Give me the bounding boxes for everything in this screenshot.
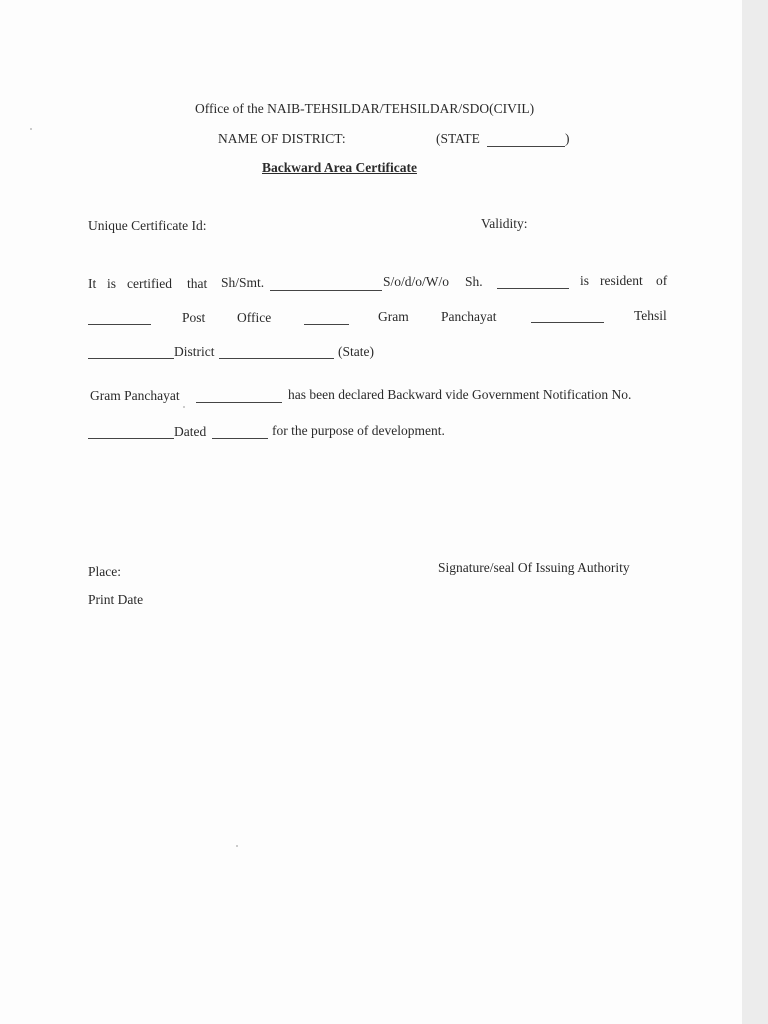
scan-speck xyxy=(183,406,185,408)
gram-label: Gram xyxy=(378,309,409,324)
relation-label: S/o/d/o/W/o xyxy=(383,274,450,289)
state-close: ) xyxy=(565,131,570,146)
tehsil-blank xyxy=(88,358,174,359)
word-of: of xyxy=(656,273,668,288)
scan-speck xyxy=(30,128,32,130)
district-field-label: District xyxy=(174,344,215,359)
scan-speck xyxy=(236,845,238,847)
word-certified: certified xyxy=(127,276,172,291)
print-date-label: Print Date xyxy=(88,592,144,607)
district-label: NAME OF DISTRICT: xyxy=(218,131,346,146)
office-label: Office xyxy=(237,310,272,325)
father-name-blank xyxy=(497,288,569,289)
word-resident: resident xyxy=(600,273,643,288)
gram-panchayat-name-blank xyxy=(196,402,282,403)
name-blank xyxy=(270,290,382,291)
panchayat-label: Panchayat xyxy=(441,309,497,324)
notification-no-blank xyxy=(88,438,174,439)
gram-panchayat-label: Gram Panchayat xyxy=(90,388,180,403)
word-it: It xyxy=(88,276,97,291)
state-blank xyxy=(487,146,565,147)
purpose-text: for the purpose of development. xyxy=(272,423,445,438)
word-that: that xyxy=(187,276,208,291)
sh-label: Sh. xyxy=(465,274,483,289)
shsmt-label: Sh/Smt. xyxy=(221,275,265,290)
state-field-label: (State) xyxy=(338,344,374,359)
word-is: is xyxy=(107,276,117,291)
post-office-blank xyxy=(304,324,349,325)
signature-label: Signature/seal Of Issuing Authority xyxy=(438,560,630,575)
office-heading: Office of the NAIB-TEHSILDAR/TEHSILDAR/SDO(CIVIL) xyxy=(195,101,535,116)
word-is-resident: is xyxy=(580,273,590,288)
gram-panchayat-blank xyxy=(531,322,604,323)
unique-certificate-id-label: Unique Certificate Id: xyxy=(88,218,207,233)
state-label: (STATE xyxy=(436,131,480,146)
scan-edge xyxy=(742,0,768,1024)
date-blank xyxy=(212,438,268,439)
validity-label: Validity: xyxy=(481,216,528,231)
certificate-title: Backward Area Certificate xyxy=(262,160,417,175)
district-blank xyxy=(219,358,334,359)
post-label: Post xyxy=(182,310,206,325)
tehsil-label: Tehsil xyxy=(634,308,667,323)
village-blank xyxy=(88,324,151,325)
declared-text: has been declared Backward vide Government Notification No. xyxy=(288,387,632,402)
dated-label: Dated xyxy=(174,424,207,439)
place-label: Place: xyxy=(88,564,121,579)
